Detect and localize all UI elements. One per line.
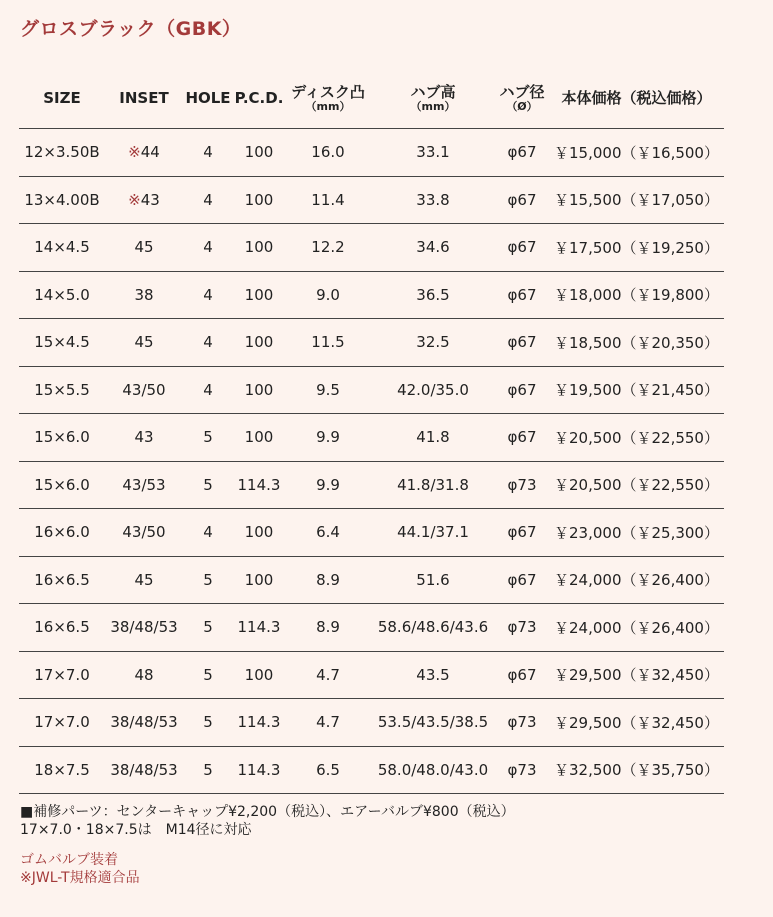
inset-value: 38: [134, 285, 154, 304]
cell-price: ￥18,000（￥19,800）: [549, 271, 724, 319]
cell-pcd: 100: [233, 556, 285, 604]
table-row: [19, 699, 724, 747]
cell-inset: [105, 224, 183, 272]
table-row: [19, 604, 724, 652]
cell-size: 17×7.0: [19, 651, 105, 699]
cell-inset: [105, 366, 183, 414]
cell-hub-diameter: φ67: [495, 224, 549, 272]
cell-hub-height: 33.8: [371, 176, 495, 224]
cell-inset: [105, 176, 183, 224]
cell-pcd: 100: [233, 129, 285, 177]
header-size: SIZE: [19, 70, 105, 129]
cell-pcd: 114.3: [233, 461, 285, 509]
cell-inset: [105, 556, 183, 604]
cell-hub-height: 58.6/48.6/43.6: [371, 604, 495, 652]
cell-hub-height: 41.8/31.8: [371, 461, 495, 509]
cell-hub-height: 33.1: [371, 129, 495, 177]
cell-disk: 9.0: [285, 271, 371, 319]
inset-value: 43: [140, 190, 160, 209]
cell-inset: [105, 699, 183, 747]
cell-inset: [105, 129, 183, 177]
cell-hub-diameter: φ73: [495, 461, 549, 509]
cell-size: 14×4.5: [19, 224, 105, 272]
header-inset: INSET: [105, 70, 183, 129]
cell-hub-diameter: φ67: [495, 319, 549, 367]
header-hub-diameter-unit: （Ø）: [506, 100, 538, 114]
note-m14-support: 17×7.0・18×7.5は M14径に対応: [20, 822, 252, 838]
cell-hub-diameter: φ67: [495, 556, 549, 604]
cell-hole: 5: [183, 556, 233, 604]
cell-hole: 4: [183, 129, 233, 177]
cell-price: ￥17,500（￥19,250）: [549, 224, 724, 272]
cell-hole: 4: [183, 176, 233, 224]
cell-disk: 8.9: [285, 604, 371, 652]
cell-hub-height: 42.0/35.0: [371, 366, 495, 414]
cell-disk: 6.5: [285, 746, 371, 794]
cell-disk: 11.4: [285, 176, 371, 224]
cell-price: ￥15,000（￥16,500）: [549, 129, 724, 177]
cell-hub-diameter: φ67: [495, 651, 549, 699]
cell-size: 15×4.5: [19, 319, 105, 367]
spec-table-body: [19, 129, 724, 794]
cell-size: 15×5.5: [19, 366, 105, 414]
header-hole: HOLE: [183, 70, 233, 129]
cell-pcd: 100: [233, 509, 285, 557]
inset-value: 43/50: [122, 380, 166, 399]
cell-pcd: 100: [233, 651, 285, 699]
cell-inset: [105, 509, 183, 557]
cell-inset: [105, 651, 183, 699]
cell-price: ￥15,500（￥17,050）: [549, 176, 724, 224]
cell-disk: 4.7: [285, 651, 371, 699]
header-disk: [285, 70, 371, 129]
table-row: [19, 271, 724, 319]
inset-value: 38/48/53: [110, 713, 178, 732]
inset-value: 38/48/53: [110, 760, 178, 779]
cell-disk: 12.2: [285, 224, 371, 272]
cell-size: 16×6.5: [19, 556, 105, 604]
jwlt-mark: ※: [128, 190, 141, 209]
header-hub-height: [371, 70, 495, 129]
header-disk-label: ディスク凸: [291, 83, 365, 102]
table-row: [19, 556, 724, 604]
header-hub-diameter-label: ハブ径: [499, 83, 545, 102]
cell-disk: 4.7: [285, 699, 371, 747]
cell-inset: [105, 319, 183, 367]
table-row: [19, 414, 724, 462]
cell-hub-height: 53.5/43.5/38.5: [371, 699, 495, 747]
cell-price: ￥23,000（￥25,300）: [549, 509, 724, 557]
inset-value: 43/50: [122, 523, 166, 542]
cell-disk: 6.4: [285, 509, 371, 557]
cell-inset: [105, 271, 183, 319]
cell-hub-height: 58.0/48.0/43.0: [371, 746, 495, 794]
cell-price: ￥20,500（￥22,550）: [549, 414, 724, 462]
cell-hub-diameter: φ73: [495, 699, 549, 747]
cell-pcd: 114.3: [233, 746, 285, 794]
page-title: グロスブラック（GBK）: [20, 18, 242, 40]
cell-disk: 8.9: [285, 556, 371, 604]
cell-size: 12×3.50B: [19, 129, 105, 177]
header-hub-diameter: [495, 70, 549, 129]
inset-value: 48: [134, 665, 154, 684]
cell-price: ￥18,500（￥20,350）: [549, 319, 724, 367]
cell-hub-height: 36.5: [371, 271, 495, 319]
cell-pcd: 100: [233, 319, 285, 367]
cell-hole: 5: [183, 746, 233, 794]
header-hub-height-unit: （mm）: [410, 100, 456, 114]
header-disk-unit: （mm）: [305, 100, 351, 114]
cell-hole: 5: [183, 604, 233, 652]
spec-table: [19, 70, 724, 794]
cell-pcd: 100: [233, 224, 285, 272]
cell-hub-height: 43.5: [371, 651, 495, 699]
cell-hole: 5: [183, 651, 233, 699]
inset-value: 45: [134, 238, 154, 257]
cell-hub-height: 34.6: [371, 224, 495, 272]
table-row: [19, 366, 724, 414]
cell-hole: 5: [183, 461, 233, 509]
cell-size: 15×6.0: [19, 461, 105, 509]
table-row: [19, 319, 724, 367]
cell-disk: 9.9: [285, 414, 371, 462]
cell-hub-height: 51.6: [371, 556, 495, 604]
cell-hub-height: 44.1/37.1: [371, 509, 495, 557]
cell-price: ￥19,500（￥21,450）: [549, 366, 724, 414]
note-jwlt: ※JWL-T規格適合品: [20, 870, 140, 886]
notes-accent: [20, 851, 140, 887]
table-row: [19, 176, 724, 224]
cell-price: ￥29,500（￥32,450）: [549, 651, 724, 699]
cell-price: ￥20,500（￥22,550）: [549, 461, 724, 509]
cell-pcd: 100: [233, 414, 285, 462]
spec-table-header: [19, 70, 724, 129]
jwlt-mark: ※: [128, 143, 141, 162]
note-repair-parts: ■補修パーツ：センターキャップ¥2,200（税込）、エアーバルブ¥800（税込）: [20, 804, 515, 820]
table-row: [19, 651, 724, 699]
header-hub-height-label: ハブ高: [410, 83, 456, 102]
cell-hub-diameter: φ67: [495, 366, 549, 414]
cell-price: ￥29,500（￥32,450）: [549, 699, 724, 747]
inset-value: 43/53: [122, 475, 166, 494]
cell-size: 15×6.0: [19, 414, 105, 462]
cell-disk: 9.5: [285, 366, 371, 414]
cell-hole: 5: [183, 414, 233, 462]
cell-hub-diameter: φ67: [495, 414, 549, 462]
header-row: [19, 70, 724, 129]
cell-inset: [105, 746, 183, 794]
cell-size: 18×7.5: [19, 746, 105, 794]
cell-inset: [105, 604, 183, 652]
inset-value: 45: [134, 570, 154, 589]
header-price: 本体価格（税込価格）: [549, 70, 724, 129]
cell-hole: 5: [183, 699, 233, 747]
inset-value: 38/48/53: [110, 618, 178, 637]
cell-hub-diameter: φ67: [495, 271, 549, 319]
cell-hub-diameter: φ67: [495, 129, 549, 177]
cell-inset: [105, 414, 183, 462]
cell-size: 16×6.0: [19, 509, 105, 557]
table-row: [19, 129, 724, 177]
cell-disk: 9.9: [285, 461, 371, 509]
cell-pcd: 100: [233, 271, 285, 319]
table-row: [19, 461, 724, 509]
cell-price: ￥24,000（￥26,400）: [549, 556, 724, 604]
inset-value: 45: [134, 333, 154, 352]
cell-hub-diameter: φ67: [495, 509, 549, 557]
cell-price: ￥32,500（￥35,750）: [549, 746, 724, 794]
cell-price: ￥24,000（￥26,400）: [549, 604, 724, 652]
cell-hub-diameter: φ73: [495, 604, 549, 652]
inset-value: 44: [140, 143, 160, 162]
cell-inset: [105, 461, 183, 509]
cell-disk: 11.5: [285, 319, 371, 367]
note-rubber-valve: ゴムバルブ装着: [20, 852, 118, 868]
table-row: [19, 509, 724, 557]
cell-pcd: 114.3: [233, 604, 285, 652]
cell-hole: 4: [183, 366, 233, 414]
cell-size: 17×7.0: [19, 699, 105, 747]
inset-value: 43: [134, 428, 154, 447]
cell-hub-height: 41.8: [371, 414, 495, 462]
cell-size: 13×4.00B: [19, 176, 105, 224]
cell-pcd: 100: [233, 366, 285, 414]
table-row: [19, 746, 724, 794]
cell-hole: 4: [183, 509, 233, 557]
cell-hole: 4: [183, 224, 233, 272]
cell-pcd: 114.3: [233, 699, 285, 747]
cell-hole: 4: [183, 271, 233, 319]
cell-hub-height: 32.5: [371, 319, 495, 367]
header-pcd: P.C.D.: [233, 70, 285, 129]
cell-hub-diameter: φ67: [495, 176, 549, 224]
cell-disk: 16.0: [285, 129, 371, 177]
cell-hole: 4: [183, 319, 233, 367]
table-row: [19, 224, 724, 272]
cell-hub-diameter: φ73: [495, 746, 549, 794]
cell-pcd: 100: [233, 176, 285, 224]
notes: [20, 803, 515, 839]
cell-size: 16×6.5: [19, 604, 105, 652]
cell-size: 14×5.0: [19, 271, 105, 319]
